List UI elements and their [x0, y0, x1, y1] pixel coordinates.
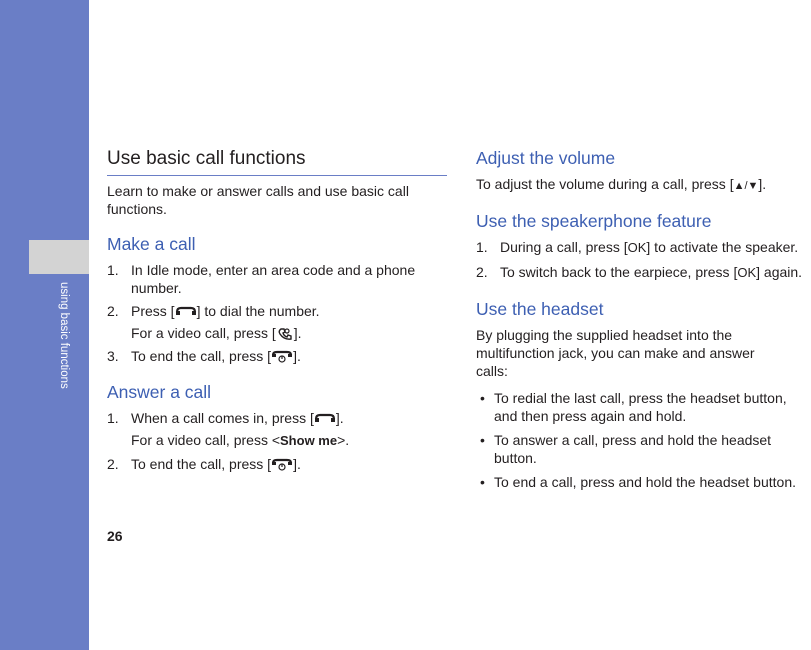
- step-subline: [131, 324, 447, 342]
- step-text-post: ].: [293, 348, 301, 364]
- headset-bullets: [476, 389, 811, 491]
- bullet-icon: •: [480, 474, 485, 490]
- sidebar-section-label: using basic functions: [58, 282, 70, 389]
- ok-key-label: OK: [627, 240, 647, 255]
- step-text-pre: To end the call, press [: [131, 348, 272, 364]
- heading-use-headset: Use the headset: [476, 299, 604, 319]
- step-number: 3.: [107, 348, 119, 364]
- bullet-text: To redial the last call, press the headset button, and then press again and hold.: [494, 390, 787, 424]
- list-item: [476, 389, 804, 425]
- list-item: [107, 261, 447, 297]
- step-number: 1.: [107, 262, 119, 278]
- softkey-label: Show me: [280, 433, 338, 448]
- step-subline: [131, 431, 447, 450]
- end-key-icon: [271, 350, 293, 363]
- step-text-post: ] again.: [756, 264, 803, 280]
- step-number: 1.: [476, 239, 488, 255]
- bullet-icon: •: [480, 432, 485, 448]
- bullet-text: To end a call, press and hold the headset button.: [494, 474, 796, 490]
- volume-text-post: ].: [758, 176, 767, 192]
- bullet-icon: •: [480, 390, 485, 406]
- step-number: 2.: [476, 264, 488, 280]
- make-call-steps: [107, 261, 447, 365]
- step-number: 2.: [107, 303, 119, 319]
- list-item: [107, 409, 447, 450]
- list-item: [107, 302, 447, 342]
- ok-key-label: OK: [737, 265, 757, 280]
- sidebar-tab: [29, 240, 89, 274]
- step-text: In Idle mode, enter an area code and a phone number.: [131, 262, 416, 296]
- list-item: [476, 431, 794, 467]
- list-item: [476, 238, 811, 257]
- subline-post: ].: [293, 325, 302, 341]
- end-key-icon: [271, 458, 293, 471]
- headset-intro: By plugging the supplied headset into the multifunction jack, you can make and answer calls:: [476, 327, 755, 379]
- volume-arrows-icon: ▲/▼: [733, 180, 759, 192]
- step-text-post: ] to activate the speaker.: [646, 239, 799, 255]
- video-call-icon: [276, 327, 294, 340]
- dial-key-icon: [175, 305, 197, 318]
- step-text-pre: When a call comes in, press [: [131, 410, 314, 426]
- heading-answer-a-call: Answer a call: [107, 382, 212, 402]
- step-text-pre: Press [: [131, 303, 175, 319]
- step-number: 2.: [107, 456, 119, 472]
- volume-text-pre: To adjust the volume during a call, press [: [476, 176, 734, 192]
- bullet-text: To answer a call, press and hold the headset button.: [494, 432, 772, 466]
- step-text-post: ].: [335, 410, 344, 426]
- right-column: [476, 147, 811, 491]
- answer-call-steps: [107, 409, 447, 473]
- subline-post: >.: [337, 432, 350, 448]
- heading-make-a-call: Make a call: [107, 234, 196, 254]
- step-number: 1.: [107, 410, 119, 426]
- heading-speakerphone: Use the speakerphone feature: [476, 211, 712, 231]
- subline-pre: For a video call, press <: [131, 432, 281, 448]
- page-title: Use basic call functions: [107, 147, 447, 176]
- list-item: [476, 263, 811, 282]
- page-number: 26: [107, 528, 123, 544]
- step-text-pre: During a call, press [: [500, 239, 628, 255]
- step-text-post: ] to dial the number.: [196, 303, 320, 319]
- intro-text: Learn to make or answer calls and use basic call functions.: [107, 183, 409, 217]
- sidebar: [0, 0, 89, 650]
- heading-adjust-volume: Adjust the volume: [476, 148, 616, 168]
- list-item: [107, 455, 447, 473]
- dial-key-icon: [314, 412, 336, 425]
- step-text-pre: To end the call, press [: [131, 456, 272, 472]
- step-text-post: ].: [293, 456, 301, 472]
- list-item: [107, 347, 447, 365]
- speakerphone-steps: [476, 238, 811, 282]
- step-text-pre: To switch back to the earpiece, press [: [500, 264, 738, 280]
- subline-pre: For a video call, press [: [131, 325, 276, 341]
- left-column: [107, 147, 447, 473]
- volume-text: [476, 175, 811, 195]
- list-item: [476, 473, 811, 491]
